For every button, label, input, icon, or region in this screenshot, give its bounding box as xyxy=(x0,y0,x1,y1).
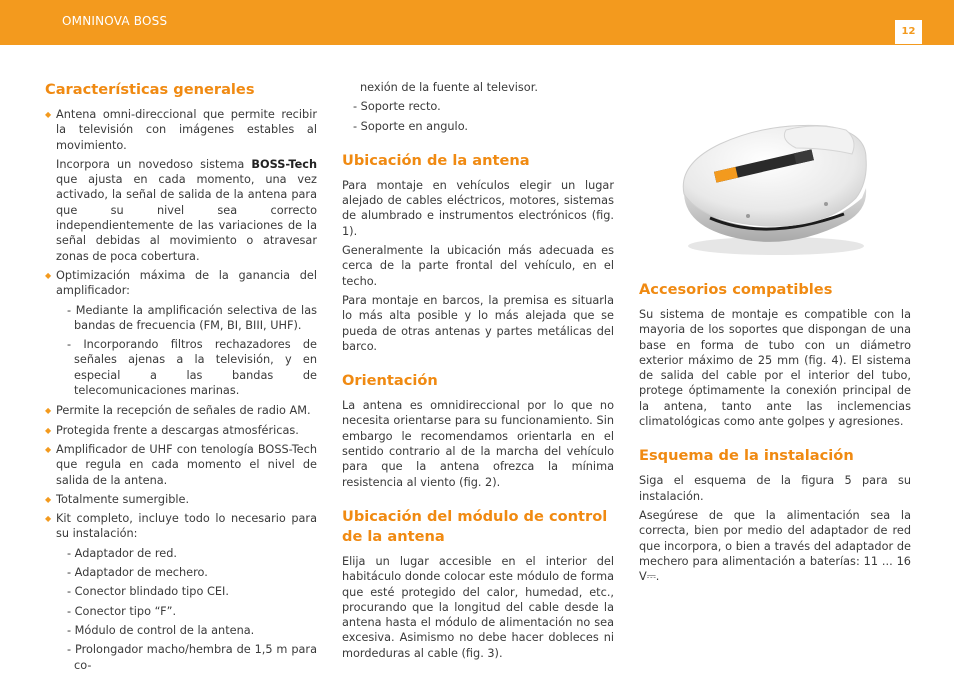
kit-item: - Prolongador macho/hembra de 1,5 m para co- xyxy=(67,643,317,672)
column-general-features xyxy=(45,80,317,673)
section-title-control-module-location: Ubicación del módulo de control de la antena xyxy=(342,507,608,545)
boss-tech-bold: BOSS-Tech xyxy=(251,157,317,171)
column-installation xyxy=(342,80,614,665)
header-bar xyxy=(0,0,954,45)
boss-tech-paragraph: Incorpora un novedoso sistema BOSS-Tech que ajusta en cada momento, una vez activado, la señal de salida de la antena para que su nivel sea correcto independientemente de las variaciones de la señal debidas al movimiento o atravesar zonas de poca cobertura. xyxy=(56,157,317,263)
section-title-antenna-location: Ubicación de la antena xyxy=(342,151,530,169)
feature-bullet: ◆ Optimización máxima de la ganancia del amplificador: xyxy=(45,268,317,299)
brand-name: OMNINOVA BOSS xyxy=(62,14,168,28)
antenna-location-paragraph: Para montaje en barcos, la premisa es situarla lo más alta posible y lo más alejada que se pueda de otras antenas y partes metálicas del barco. xyxy=(342,293,614,353)
antenna-product-image xyxy=(676,118,876,256)
kit-item: - Adaptador de red. xyxy=(67,546,177,560)
section-title-installation-scheme: Esquema de la instalación xyxy=(639,447,854,465)
kit-item: - Soporte en angulo. xyxy=(353,119,469,133)
sub-item: - Mediante la amplificación selectiva de las bandas de frecuencia (FM, BI, BIII, UHF). xyxy=(67,303,317,332)
column-accessories xyxy=(639,280,911,588)
kit-item-continued: nexión de la fuente al televisor. xyxy=(360,81,538,94)
section-title-orientation: Orientación xyxy=(342,372,438,390)
sub-item: - Incorporando filtros rechazadores de señales ajenas a la televisión, y en especial a las bandas de telecomunicaciones marinas. xyxy=(67,338,317,398)
feature-bullet: ◆ Amplificador de UHF con tenología BOSS-Tech que regula en cada momento el nivel de salida de la antena. xyxy=(45,442,317,488)
antenna-location-paragraph: Para montaje en vehículos elegir un lugar alejado de cables eléctricos, motores, sistemas de alumbrado e instrumentos electrónicos (fig. 1). xyxy=(342,178,614,238)
kit-item: - Conector tipo “F”. xyxy=(67,604,177,618)
feature-bullet: ◆ Protegida frente a descargas atmosféricas. xyxy=(45,423,317,438)
page-number: 12 xyxy=(895,20,922,44)
feature-bullet: ◆ Totalmente sumergible. xyxy=(45,492,317,507)
installation-scheme-paragraph: Siga el esquema de la figura 5 para su instalación. xyxy=(639,474,911,503)
kit-item: - Conector blindado tipo CEI. xyxy=(67,585,229,599)
section-title-general-features: Características generales xyxy=(45,81,255,98)
control-module-paragraph: Elija un lugar accesible en el interior del habitáculo donde colocar este módulo de forma que esté protegido del calor, humedad, etc., procurando que la longitud del cable desde la antena hasta el módulo de alimentación no sea excesiva. Asimismo no debe hacer dobleces ni mordeduras al cable (fig. 3). xyxy=(342,554,614,660)
orientation-paragraph: La antena es omnidireccional por lo que no necesita orientarse para su funcionamiento. Sin embargo le recomendamos orientarla en el sentido contrario al de la marcha del vehículo para que la antena ofrezca la mínima resistencia al viento (fig. 2). xyxy=(342,399,614,489)
kit-item: - Soporte recto. xyxy=(353,100,441,114)
feature-bullet: ◆ Antena omni-direccional que permite recibir la televisión con imágenes estables al movimiento. xyxy=(45,107,317,153)
section-title-compatible-accessories: Accesorios compatibles xyxy=(639,281,833,298)
kit-item: - Adaptador de mechero. xyxy=(67,566,208,580)
accessories-paragraph: Su sistema de montaje es compatible con la mayoria de los soportes que dispongan de una base en forma de tubo con un diámetro exterior máximo de 25 mm (fig. 4). El sistema de salida del cable por el interior del tubo, protege óptimamente la conexión principal de la antena, tanto ante las inclemencias climatológicas como ante golpes y agresiones. xyxy=(639,308,911,429)
installation-scheme-paragraph: Asegúrese de que la alimentación sea la correcta, bien por medio del adaptador de red que incorpora, o bien a través del adaptador de mechero para alimentación a baterías: 11 ... 16 V⎓. xyxy=(639,508,911,584)
antenna-location-paragraph: Generalmente la ubicación más adecuada es cerca de la parte frontal del vehículo, en el techo. xyxy=(342,244,614,288)
kit-item: - Módulo de control de la antena. xyxy=(67,623,255,637)
feature-bullet: ◆ Permite la recepción de señales de radio AM. xyxy=(45,403,317,418)
feature-bullet: ◆ Kit completo, incluye todo lo necesario para su instalación: xyxy=(45,511,317,542)
